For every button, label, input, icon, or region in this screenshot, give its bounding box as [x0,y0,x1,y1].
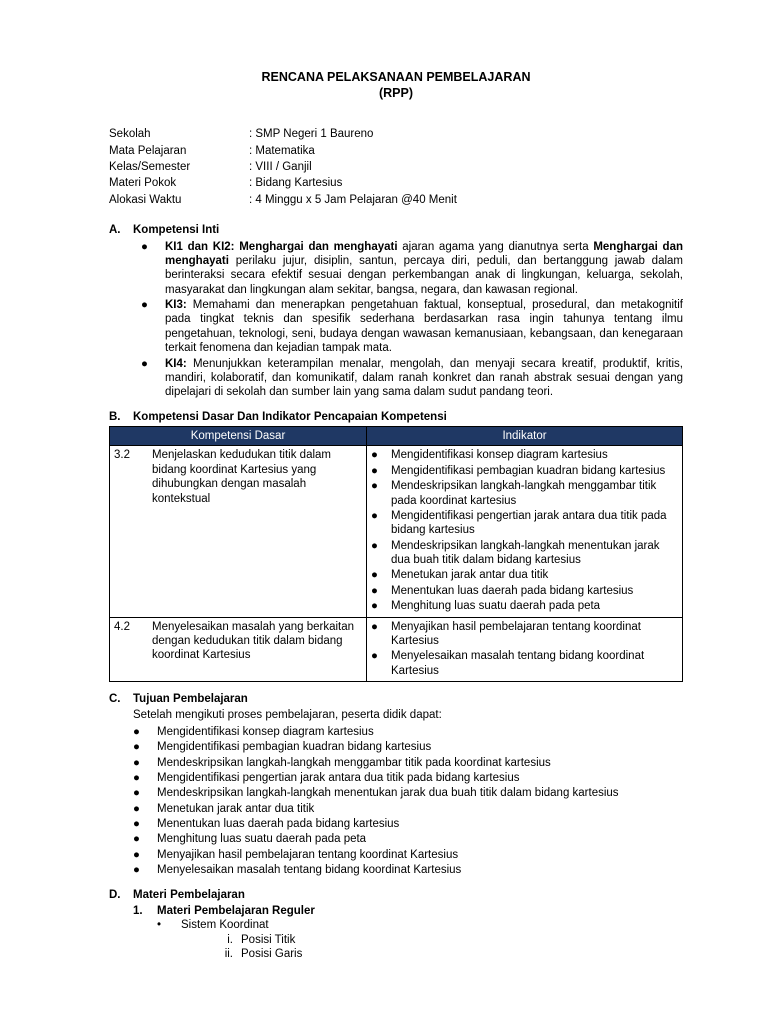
indicator-item: ● Menetukan jarak antar dua titik [371,569,549,582]
indicator-item: ● Mengidentifikasi konsep diagram kartesius [371,449,608,462]
section-kd-indikator: B. Kompetensi Dasar Dan Indikator Pencapaian Kompetensi Kompetensi Dasar Indikator 3.2 Menjelaskan kedudukan titik dalam bidang koordinat Kartesius yang dihubungkan dengan masalah kontekstual ● Mengidentifikasi konsep diagram kartesius ● Mengidentifikasi pembagian kuadran bidang kartesius ● Mendeskripsikan langkah-langkah menggambar titik pada koordinat kartesius ● Mengidentifikasi pengertian jarak antara dua titik pada bidang kartesius ● Mendeskripsikan langkah-langkah menentukan jarak dua buah titik dalam bidang kartesius ● Menetukan jarak antar dua titik ● Menentukan luas daerah pada bidang kartesius ● Menghitung luas suatu daerah pada peta 4.2 Menyelesaikan masalah yang berkaitan dengan kedudukan titik dalam bidang koordinat Kartesius ● Menyajikan hasil pembelajaran tentang koordinat Kartesius ● Menyelesaikan masalah tentang bidang koordinat Kartesius [109,410,683,682]
info-row: Mata Pelajaran : Matematika [109,144,315,157]
info-row: Alokasi Waktu : 4 Minggu x 5 Jam Pelajaran @40 Menit [109,193,457,206]
objective-item: ● Mengidentifikasi konsep diagram kartesius [133,725,374,738]
indicator-item: ● Mendeskripsikan langkah-langkah menentukan jarak dua buah titik dalam bidang kartesius [371,539,660,566]
objective-item: ● Mengidentifikasi pembagian kuadran bidang kartesius [133,741,432,754]
info-row: Kelas/Semester : VIII / Ganjil [109,161,312,173]
objective-item: ● Mendeskripsikan langkah-langkah menggambar titik pada koordinat kartesius [133,756,551,769]
indicator-item: ● Mendeskripsikan langkah-langkah menggambar titik pada koordinat kartesius [371,480,657,507]
section-kompetensi-inti: A. Kompetensi Inti ● KI1 dan KI2: Menghargai dan menghayati ajaran agama yang dianutnya serta Menghargai dan menghayati perilaku jujur, disiplin, santun, percaya diri, peduli, dan bertanggung jawab dalam berinteraksi secara efektif sesuai dengan perkembangan anak di lingkungan, keluarga, sekolah, masyarakat dan lingkungan alam sekitar, bangsa, negara, dan kawasan regional. ● KI3: Memahami dan menerapkan pengetahuan faktual, konseptual, prosedural, dan metakognitif pada tingkat teknis dan spesifik sederhana berdasarkan rasa ingin tahunya tentang ilmu pengetahuan, teknologi, seni, budaya dengan wawasan kemanusiaan, kebangsaan, dan kenegaraan terkait fenomena dan kejadian tampak mata. ● KI4: Menunjukkan keterampilan menalar, mengolah, dan menyaji secara kreatif, produktif, kritis, mandiri, kolaboratif, dan komunikatif, dalam ranah konkret dan ranah abstrak sesuai dengan yang dipelajari di sekolah dan sumber lain yang sama dalam sudut pandang teori. [109,224,684,399]
objective-item: ● Menyelesaikan masalah tentang bidang koordinat Kartesius [133,864,462,877]
indicator-item: ● Menyelesaikan masalah tentang bidang koordinat Kartesius [371,650,645,677]
indicator-item: ● Menentukan luas daerah pada bidang kartesius [371,584,634,597]
ki3-item: ● KI3: Memahami dan menerapkan pengetahuan faktual, konseptual, prosedural, dan metakognitif pada tingkat teknis dan spesifik sederhana berdasarkan rasa ingin tahunya tentang ilmu pengetahuan, teknologi, seni, budaya dengan wawasan kemanusiaan, kebangsaan, dan kenegaraan terkait fenomena dan kejadian tampak mata. [141,299,683,355]
objective-item: ● Menghitung luas suatu daerah pada peta [133,833,367,846]
indicator-item: ● Menghitung luas suatu daerah pada peta [371,600,601,613]
objective-item: ● Menetukan jarak antar dua titik [133,802,315,815]
objective-item: ● Menentukan luas daerah pada bidang kartesius [133,818,400,830]
header-subtitle: (RPP) [378,85,414,100]
indicator-item: ● Menyajikan hasil pembelajaran tentang koordinat Kartesius [371,620,641,647]
kd-row-2: 4.2 Menyelesaikan masalah yang berkaitan dengan kedudukan titik dalam bidang koordinat Kartesius ● Menyajikan hasil pembelajaran tentang koordinat Kartesius ● Menyelesaikan masalah tentang bidang koordinat Kartesius [110,617,683,682]
ki1-ki2-item: ● KI1 dan KI2: Menghargai dan menghayati ajaran agama yang dianutnya serta Menghargai dan menghayati perilaku jujur, disiplin, santun, percaya diri, peduli, dan bertanggung jawab dalam berinteraksi secara efektif sesuai dengan perkembangan anak di lingkungan, keluarga, sekolah, masyarakat dan lingkungan alam sekitar, bangsa, negara, dan kawasan regional. [141,240,684,296]
ki4-item: ● KI4: Menunjukkan keterampilan menalar, mengolah, dan menyaji secara kreatif, produktif, kritis, mandiri, kolaboratif, dan komunikatif, dalam ranah konkret dan ranah abstrak sesuai dengan yang dipelajari di sekolah dan sumber lain yang sama dalam sudut pandang teori. [141,357,683,399]
materi-sub-item: i. Posisi Titik [227,933,296,946]
kd-table: Kompetensi Dasar Indikator 3.2 Menjelaskan kedudukan titik dalam bidang koordinat Kartesius yang dihubungkan dengan masalah kontekstual ● Mengidentifikasi konsep diagram kartesius ● Mengidentifikasi pembagian kuadran bidang kartesius ● Mendeskripsikan langkah-langkah menggambar titik pada koordinat kartesius ● Mengidentifikasi pengertian jarak antara dua titik pada bidang kartesius ● Mendeskripsikan langkah-langkah menentukan jarak dua buah titik dalam bidang kartesius ● Menetukan jarak antar dua titik ● Menentukan luas daerah pada bidang kartesius ● Menghitung luas suatu daerah pada peta 4.2 Menyelesaikan masalah yang berkaitan dengan kedudukan titik dalam bidang koordinat Kartesius ● Menyajikan hasil pembelajaran tentang koordinat Kartesius ● Menyelesaikan masalah tentang bidang koordinat Kartesius [109,426,683,682]
kd-row-1: 3.2 Menjelaskan kedudukan titik dalam bidang koordinat Kartesius yang dihubungkan dengan masalah kontekstual ● Mengidentifikasi konsep diagram kartesius ● Mengidentifikasi pembagian kuadran bidang kartesius ● Mendeskripsikan langkah-langkah menggambar titik pada koordinat kartesius ● Mengidentifikasi pengertian jarak antara dua titik pada bidang kartesius ● Mendeskripsikan langkah-langkah menentukan jarak dua buah titik dalam bidang kartesius ● Menetukan jarak antar dua titik ● Menentukan luas daerah pada bidang kartesius ● Menghitung luas suatu daerah pada peta [110,446,683,617]
materi-sub-item: ii. Posisi Garis [224,948,303,960]
objective-item: ● Menyajikan hasil pembelajaran tentang koordinat Kartesius [133,848,459,861]
header-title: RENCANA PELAKSANAAN PEMBELAJARAN [261,70,531,84]
info-row: Materi Pokok : Bidang Kartesius [109,177,343,190]
document-header [109,70,683,101]
info-row: Sekolah : SMP Negeri 1 Baureno [109,128,374,141]
objective-item: ● Mengidentifikasi pengertian jarak antara dua titik pada bidang kartesius [133,771,520,784]
indicator-item: ● Mengidentifikasi pengertian jarak antara dua titik pada bidang kartesius [371,509,667,537]
section-tujuan: C. Tujuan Pembelajaran Setelah mengikuti proses pembelajaran, peserta didik dapat: ● Mengidentifikasi konsep diagram kartesius ● Mengidentifikasi pembagian kuadran bidang kartesius ● Mendeskripsikan langkah-langkah menggambar titik pada koordinat kartesius ● Mengidentifikasi pengertian jarak antara dua titik pada bidang kartesius ● Mendeskripsikan langkah-langkah menentukan jarak dua buah titik dalam bidang kartesius ● Menetukan jarak antar dua titik ● Menentukan luas daerah pada bidang kartesius ● Menghitung luas suatu daerah pada peta ● Menyajikan hasil pembelajaran tentang koordinat Kartesius ● Menyelesaikan masalah tentang bidang koordinat Kartesius [109,692,683,878]
objective-item: ● Mendeskripsikan langkah-langkah menentukan jarak dua buah titik dalam bidang kartesius [133,787,619,800]
info-table [109,126,457,208]
indicator-item: ● Mengidentifikasi pembagian kuadran bidang kartesius [371,464,666,477]
section-materi: D. Materi Pembelajaran 1. Materi Pembelajaran Reguler • Sistem Koordinat i. Posisi Titik ii. Posisi Garis [109,888,683,962]
